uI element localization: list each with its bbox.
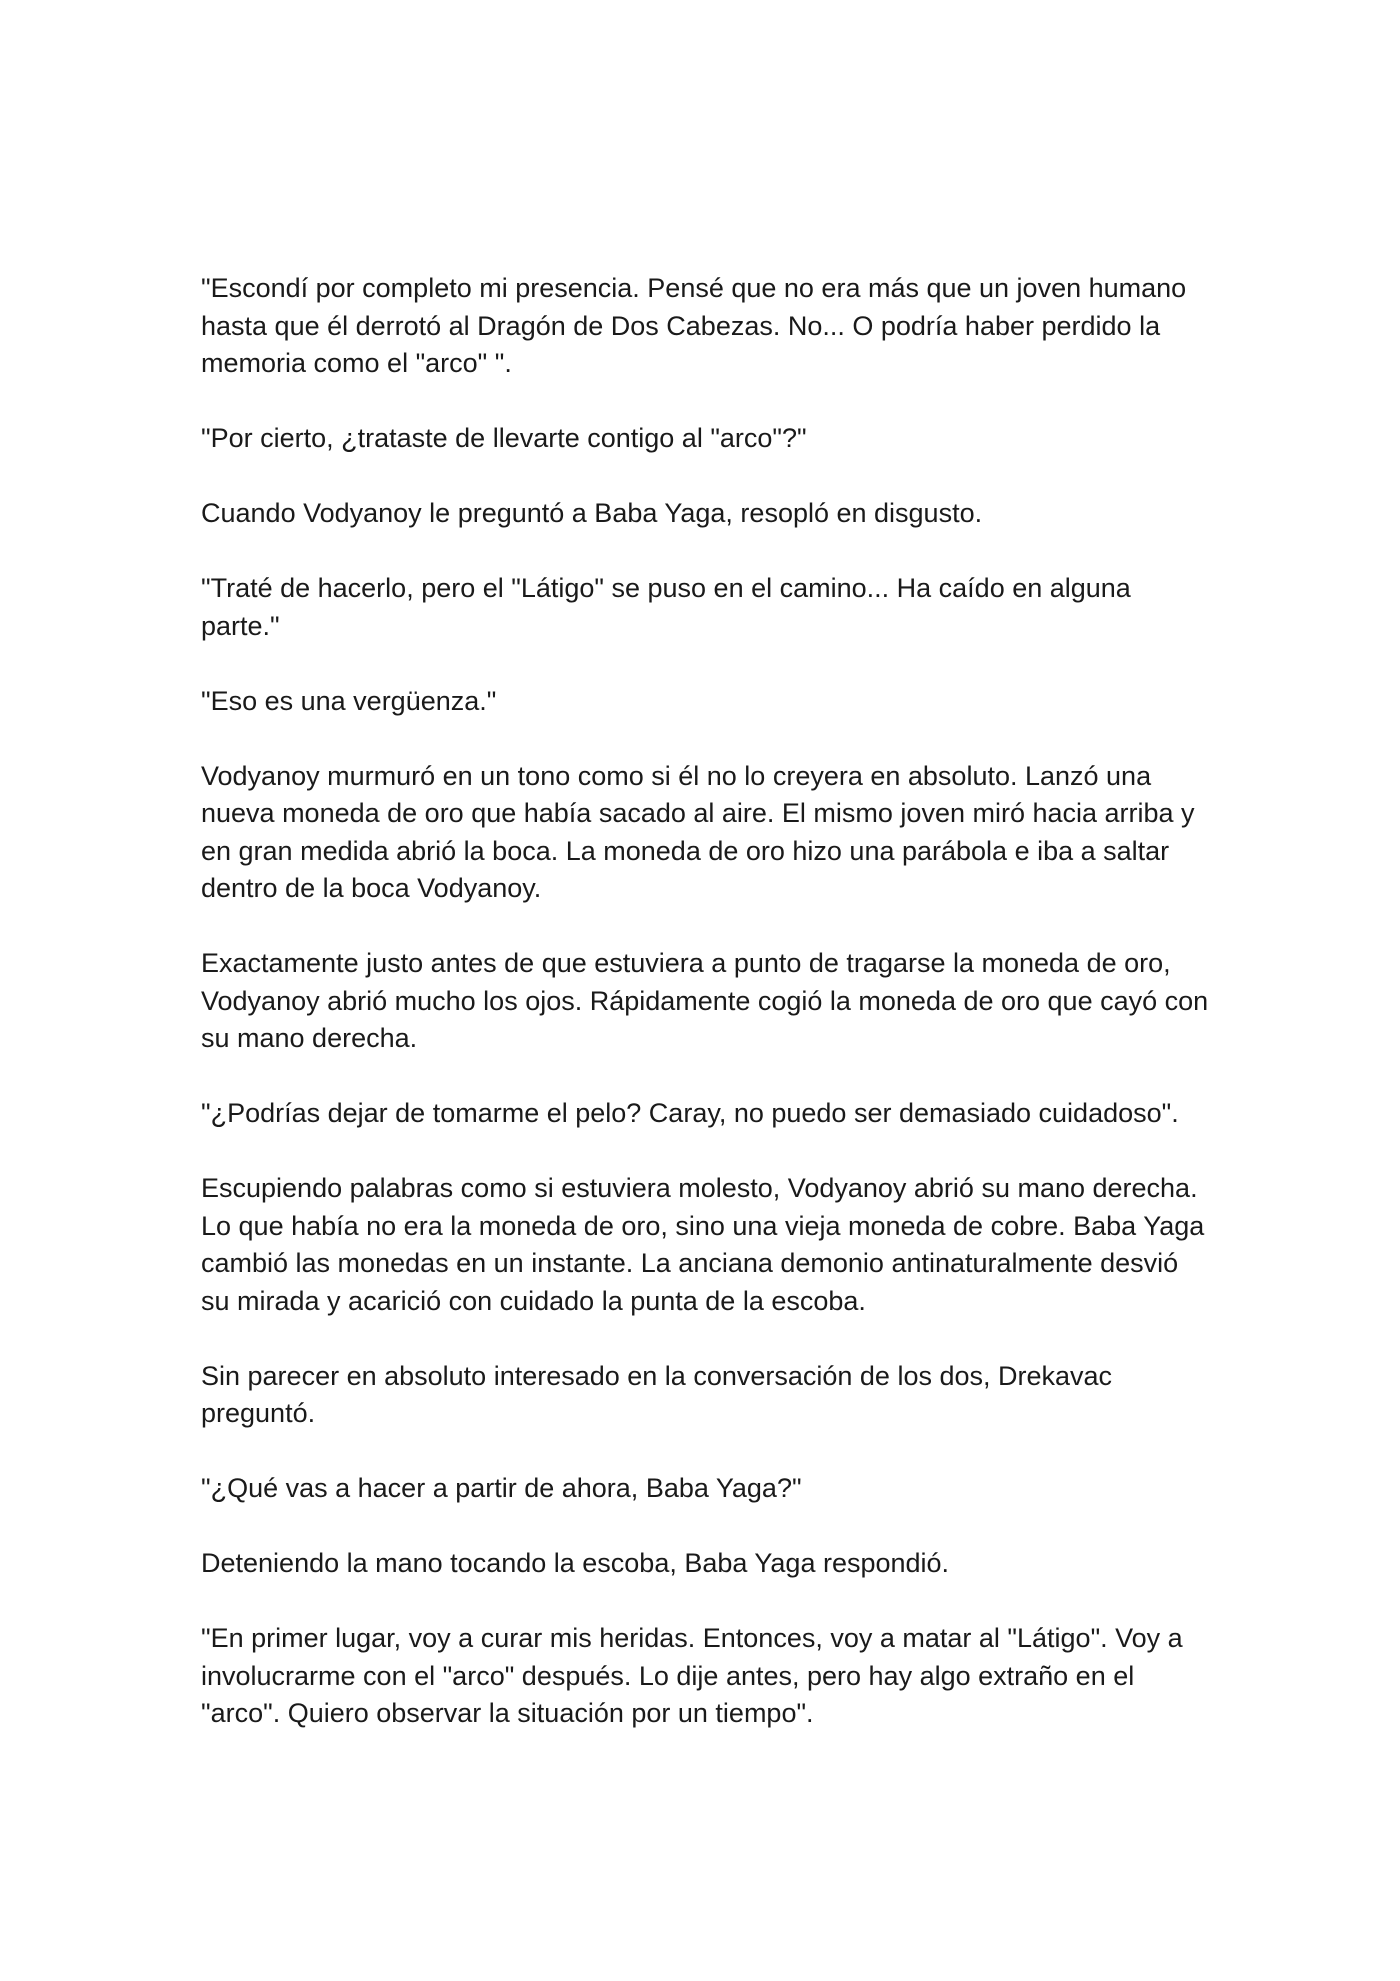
paragraph-6: Vodyanoy murmuró en un tono como si él no lo creyera en absoluto. Lanzó una nueva moneda de oro que había sacado al aire. El mismo joven miró hacia arriba y en gran medida abrió la boca. La moneda de oro hizo una parábola e iba a saltar dentro de la boca Vodyanoy. [201, 760, 1195, 903]
paragraph-3: Cuando Vodyanoy le preguntó a Baba Yaga, resopló en disgusto. [201, 498, 983, 528]
paragraph-12: Deteniendo la mano tocando la escoba, Baba Yaga respondió. [201, 1548, 950, 1578]
paragraph-5: "Eso es una vergüenza." [201, 685, 497, 716]
paragraph-4: "Traté de hacerlo, pero el "Látigo" se puso en el camino... Ha caído en alguna parte." [201, 573, 1131, 641]
paragraph-9: Escupiendo palabras como si estuviera molesto, Vodyanoy abrió su mano derecha. Lo que había no era la moneda de oro, sino una vieja moneda de cobre. Baba Yaga cambió las monedas en un instante. La anciana demonio antinaturalmente desvió su mirada y acarició con cuidado la punta de la escoba. [201, 1173, 1205, 1316]
paragraph-8: "¿Podrías dejar de tomarme el pelo? Caray, no puedo ser demasiado cuidadoso". [201, 1098, 1179, 1128]
paragraph-7: Exactamente justo antes de que estuviera a punto de tragarse la moneda de oro, Vodyanoy abrió mucho los ojos. Rápidamente cogió la moneda de oro que cayó con su mano derecha. [201, 948, 1209, 1053]
paragraph-10: Sin parecer en absoluto interesado en la conversación de los dos, Drekavac preguntó. [201, 1360, 1113, 1428]
paragraph-11: "¿Qué vas a hacer a partir de ahora, Baba Yaga?" [201, 1473, 802, 1503]
document-body [201, 270, 1211, 1770]
paragraph-2: "Por cierto, ¿trataste de llevarte contigo al "arco"?" [201, 423, 807, 453]
paragraph-1: "Escondí por completo mi presencia. Pensé que no era más que un joven humano hasta que él derrotó al Dragón de Dos Cabezas. No... O podría haber perdido la memoria como el "arco" ". [201, 273, 1187, 378]
paragraph-13: "En primer lugar, voy a curar mis heridas. Entonces, voy a matar al "Látigo". Voy a involucrarme con el "arco" después. Lo dije antes, pero hay algo extraño en el "arco". Quiero observar la situación por un tiempo". [201, 1623, 1183, 1728]
